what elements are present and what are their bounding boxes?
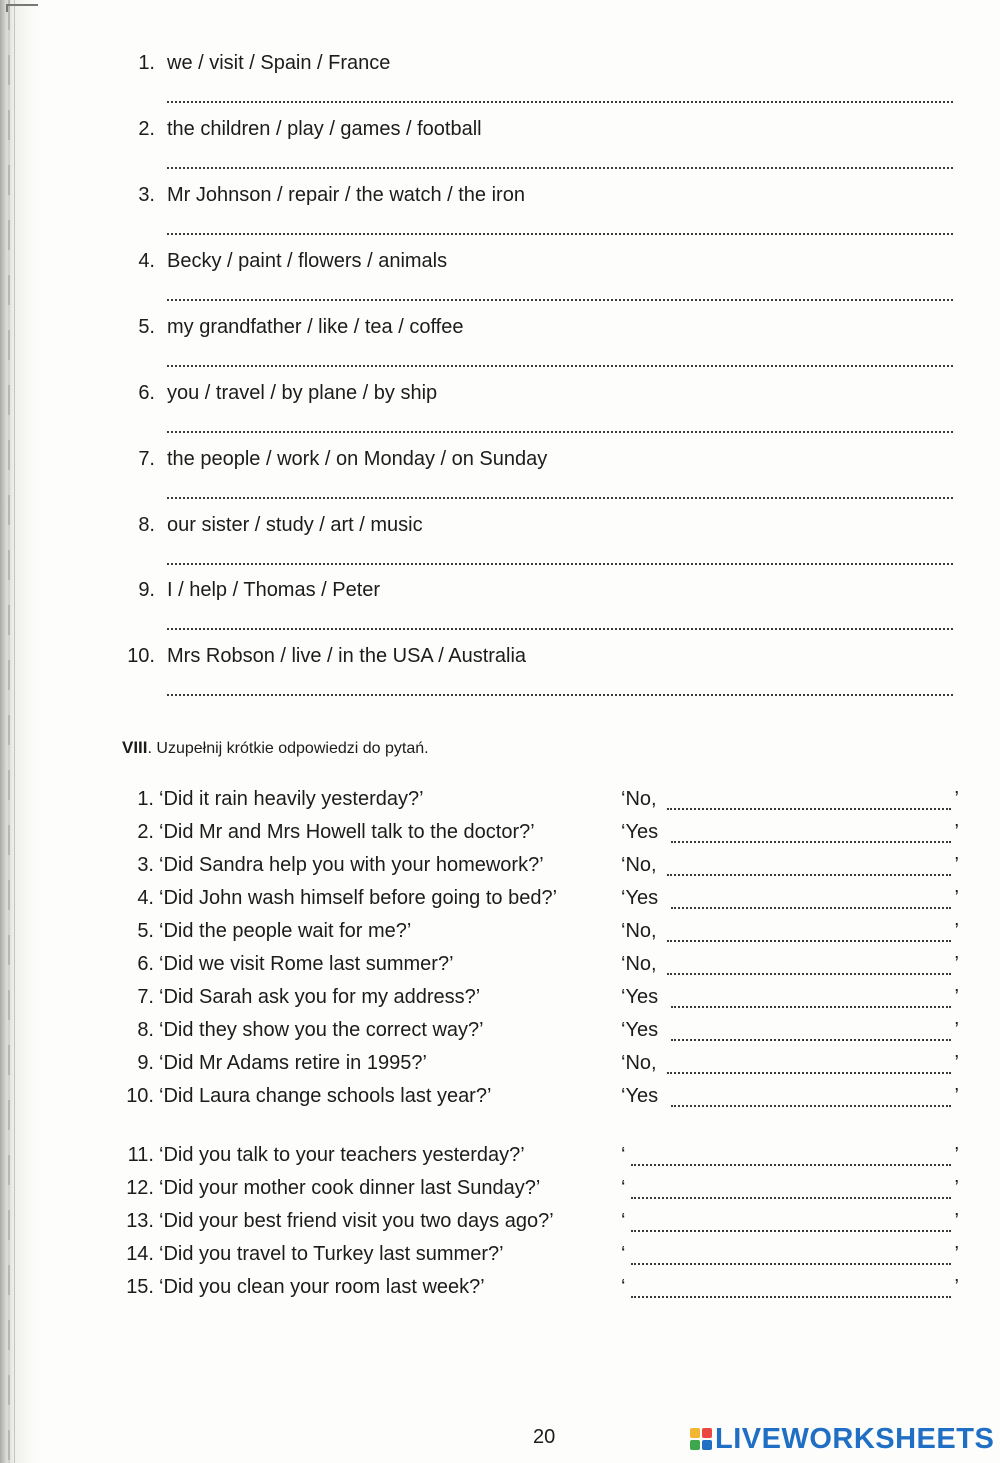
answer-lead: ‘ [621, 1276, 626, 1298]
item-prompt: I / help / Thomas / Peter [167, 579, 381, 601]
item-number: 11. [127, 1144, 154, 1166]
item-question: ‘Did the people wait for me?’ [159, 920, 412, 942]
short-answer-blank[interactable] [621, 1243, 963, 1269]
exercise-heading [122, 738, 429, 758]
short-answer-blank[interactable] [621, 1210, 963, 1236]
question-row [0, 887, 1000, 920]
liveworksheets-watermark[interactable] [690, 1424, 994, 1454]
answer-close-quote: ’ [954, 1177, 959, 1199]
answer-lead: ‘No, [621, 920, 657, 942]
answer-dotted-line[interactable] [671, 1039, 951, 1041]
question-row [0, 953, 1000, 986]
answer-close-quote: ’ [954, 986, 959, 1008]
item-number: 5. [137, 920, 154, 942]
short-answer-blank[interactable] [621, 788, 963, 814]
item-prompt: my grandfather / like / tea / coffee [167, 316, 464, 338]
item-question: ‘Did your mother cook dinner last Sunday?’ [159, 1177, 541, 1199]
item-question: ‘Did you talk to your teachers yesterday?’ [159, 1144, 525, 1166]
question-row [0, 920, 1000, 953]
answer-lead: ‘ [621, 1210, 626, 1232]
answer-close-quote: ’ [954, 920, 959, 942]
short-answer-blank[interactable] [621, 986, 963, 1012]
short-answer-blank[interactable] [621, 1144, 963, 1170]
answer-lead: ‘Yes [621, 986, 659, 1008]
short-answer-blank[interactable] [621, 1085, 963, 1111]
answer-dotted-line[interactable] [631, 1263, 951, 1265]
exercise-row [0, 330, 1000, 404]
question-row [0, 788, 1000, 821]
answer-close-quote: ’ [954, 1210, 959, 1232]
exercise-row [0, 264, 1000, 338]
exercise-row [0, 66, 1000, 140]
item-number: 9. [137, 1052, 154, 1074]
exercise-row [0, 396, 1000, 470]
item-prompt: Becky / paint / flowers / animals [167, 250, 448, 272]
item-number: 4. [137, 887, 154, 909]
item-question: ‘Did your best friend visit you two days ago?’ [159, 1210, 554, 1232]
item-prompt: Mr Johnson / repair / the watch / the iron [167, 184, 525, 206]
answer-close-quote: ’ [954, 854, 959, 876]
item-prompt: Mrs Robson / live / in the USA / Australia [167, 645, 527, 667]
question-row [0, 821, 1000, 854]
answer-dotted-line[interactable] [631, 1296, 951, 1298]
question-row [0, 1210, 1000, 1243]
item-number: 10. [126, 1085, 154, 1107]
answer-dotted-line[interactable] [667, 808, 951, 810]
short-answer-blank[interactable] [621, 854, 963, 880]
question-row [0, 1144, 1000, 1177]
item-number: 14. [126, 1243, 154, 1265]
item-question: ‘Did you clean your room last week?’ [159, 1276, 485, 1298]
question-row [0, 1276, 1000, 1309]
answer-lead: ‘Yes [621, 887, 659, 909]
exercise-row [0, 527, 1000, 601]
answer-lead: ‘No, [621, 854, 657, 876]
item-number: 7. [137, 986, 154, 1008]
question-row [0, 1052, 1000, 1085]
item-prompt: we / visit / Spain / France [167, 52, 391, 74]
answer-lead: ‘ [621, 1177, 626, 1199]
answer-lead: ‘No, [621, 953, 657, 975]
answer-dotted-line[interactable] [667, 973, 951, 975]
answer-close-quote: ’ [954, 1276, 959, 1298]
answer-dotted-line[interactable] [631, 1197, 951, 1199]
exercise-row [0, 593, 1000, 667]
item-number: 2. [138, 118, 155, 140]
liveworksheets-logo-icon [690, 1428, 712, 1450]
answer-close-quote: ’ [954, 1052, 959, 1074]
answer-close-quote: ’ [954, 1085, 959, 1107]
answer-dotted-line[interactable] [671, 1006, 951, 1008]
answer-dotted-line[interactable] [667, 1072, 951, 1074]
item-number: 7. [138, 448, 155, 470]
item-prompt: the people / work / on Monday / on Sunday [167, 448, 548, 470]
question-row [0, 1019, 1000, 1052]
answer-lead: ‘Yes [621, 821, 659, 843]
answer-line[interactable] [167, 694, 953, 696]
answer-lead: ‘ [621, 1144, 626, 1166]
exercise-instruction: . Uzupełnij krótkie odpowiedzi do pytań. [147, 740, 429, 757]
item-prompt: our sister / study / art / music [167, 514, 423, 536]
short-answer-blank[interactable] [621, 1177, 963, 1203]
answer-lead: ‘No, [621, 788, 657, 810]
exercise-row [0, 198, 1000, 272]
exercise-row [0, 462, 1000, 536]
exercise-row [0, 132, 1000, 206]
question-row [0, 1243, 1000, 1276]
answer-dotted-line[interactable] [671, 1105, 951, 1107]
answer-dotted-line[interactable] [667, 940, 951, 942]
answer-close-quote: ’ [954, 1019, 959, 1041]
answer-lead: ‘No, [621, 1052, 657, 1074]
question-row [0, 854, 1000, 887]
item-number: 9. [138, 579, 155, 601]
short-answer-blank[interactable] [621, 887, 963, 913]
page-number: 20 [533, 1426, 556, 1448]
answer-dotted-line[interactable] [667, 874, 951, 876]
item-number: 8. [137, 1019, 154, 1041]
item-number: 15. [126, 1276, 154, 1298]
item-number: 1. [137, 788, 154, 810]
watermark-text: LIVEWORKSHEETS [715, 1422, 995, 1455]
short-answer-blank[interactable] [621, 821, 963, 847]
item-number: 1. [138, 52, 155, 74]
item-question: ‘Did Sandra help you with your homework?’ [159, 854, 544, 876]
answer-close-quote: ’ [954, 1243, 959, 1265]
answer-close-quote: ’ [954, 821, 959, 843]
item-question: ‘Did Mr and Mrs Howell talk to the doctor?’ [159, 821, 535, 843]
answer-dotted-line[interactable] [631, 1230, 951, 1232]
item-question: ‘Did you travel to Turkey last summer?’ [159, 1243, 504, 1265]
exercise-row [0, 0, 1000, 74]
answer-close-quote: ’ [954, 788, 959, 810]
item-number: 5. [138, 316, 155, 338]
item-number: 4. [138, 250, 155, 272]
item-question: ‘Did Mr Adams retire in 1995?’ [159, 1052, 427, 1074]
item-number: 8. [138, 514, 155, 536]
item-question: ‘Did Sarah ask you for my address?’ [159, 986, 481, 1008]
item-question: ‘Did it rain heavily yesterday?’ [159, 788, 424, 810]
item-prompt: you / travel / by plane / by ship [167, 382, 438, 404]
item-number: 2. [137, 821, 154, 843]
answer-close-quote: ’ [954, 1144, 959, 1166]
answer-dotted-line[interactable] [671, 907, 951, 909]
answer-dotted-line[interactable] [671, 841, 951, 843]
item-number: 13. [126, 1210, 154, 1232]
item-prompt: the children / play / games / football [167, 118, 482, 140]
item-number: 3. [138, 184, 155, 206]
short-answer-blank[interactable] [621, 1276, 963, 1302]
item-question: ‘Did John wash himself before going to bed?’ [159, 887, 558, 909]
answer-lead: ‘ [621, 1243, 626, 1265]
item-number: 6. [137, 953, 154, 975]
short-answer-blank[interactable] [621, 920, 963, 946]
answer-lead: ‘Yes [621, 1019, 659, 1041]
item-question: ‘Did Laura change schools last year?’ [159, 1085, 492, 1107]
answer-close-quote: ’ [954, 953, 959, 975]
question-row [0, 1085, 1000, 1118]
answer-close-quote: ’ [954, 887, 959, 909]
item-question: ‘Did they show you the correct way?’ [159, 1019, 484, 1041]
short-answer-blank[interactable] [621, 1052, 963, 1078]
question-row [0, 986, 1000, 1019]
item-number: 6. [138, 382, 155, 404]
item-number: 3. [137, 854, 154, 876]
answer-dotted-line[interactable] [631, 1164, 951, 1166]
exercise-roman-number: VIII [122, 738, 148, 757]
item-number: 12. [126, 1177, 154, 1199]
question-row [0, 1177, 1000, 1210]
answer-lead: ‘Yes [621, 1085, 659, 1107]
item-question: ‘Did we visit Rome last summer?’ [159, 953, 454, 975]
item-number: 10. [127, 645, 155, 667]
short-answer-blank[interactable] [621, 953, 963, 979]
short-answer-blank[interactable] [621, 1019, 963, 1045]
